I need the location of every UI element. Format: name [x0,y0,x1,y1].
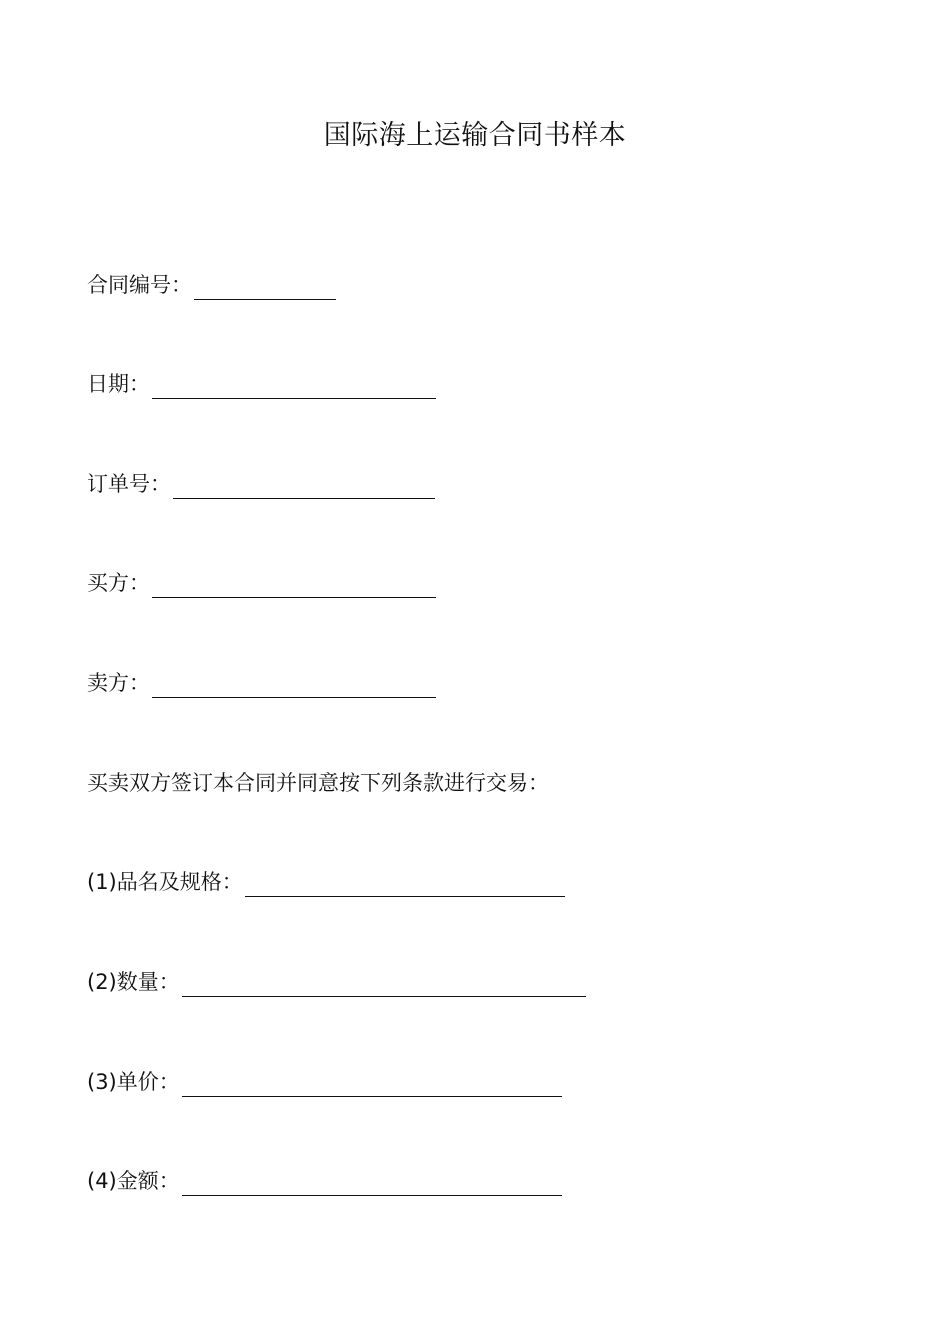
seller-label: 卖方： [87,671,150,695]
order-number-label: 订单号： [87,472,171,496]
contract-number-blank [194,277,336,300]
item-name-spec-line [87,867,565,897]
document-title: 国际海上运输合同书样本 [323,120,627,151]
seller-line [87,668,436,698]
contract-number-label: 合同编号： [87,273,192,297]
seller-blank [152,675,436,698]
quantity-blank [182,974,586,997]
amount-blank [182,1173,562,1196]
amount-label: (4)金额： [87,1169,180,1193]
intro-paragraph: 买卖双方签订本合同并同意按下列条款进行交易： [87,771,549,795]
item-name-spec-label: (1)品名及规格： [87,870,243,894]
item-name-spec-blank [245,874,565,897]
quantity-line [87,967,586,997]
buyer-blank [152,575,436,598]
date-line [87,369,436,399]
date-label: 日期： [87,372,150,396]
unit-price-line [87,1067,562,1097]
buyer-line [87,568,436,598]
quantity-label: (2)数量： [87,970,180,994]
amount-line [87,1166,562,1196]
unit-price-blank [182,1074,562,1097]
buyer-label: 买方： [87,571,150,595]
contract-number-line [87,270,336,300]
unit-price-label: (3)单价： [87,1070,180,1094]
date-blank [152,376,436,399]
order-number-line [87,469,435,499]
order-number-blank [173,476,435,499]
